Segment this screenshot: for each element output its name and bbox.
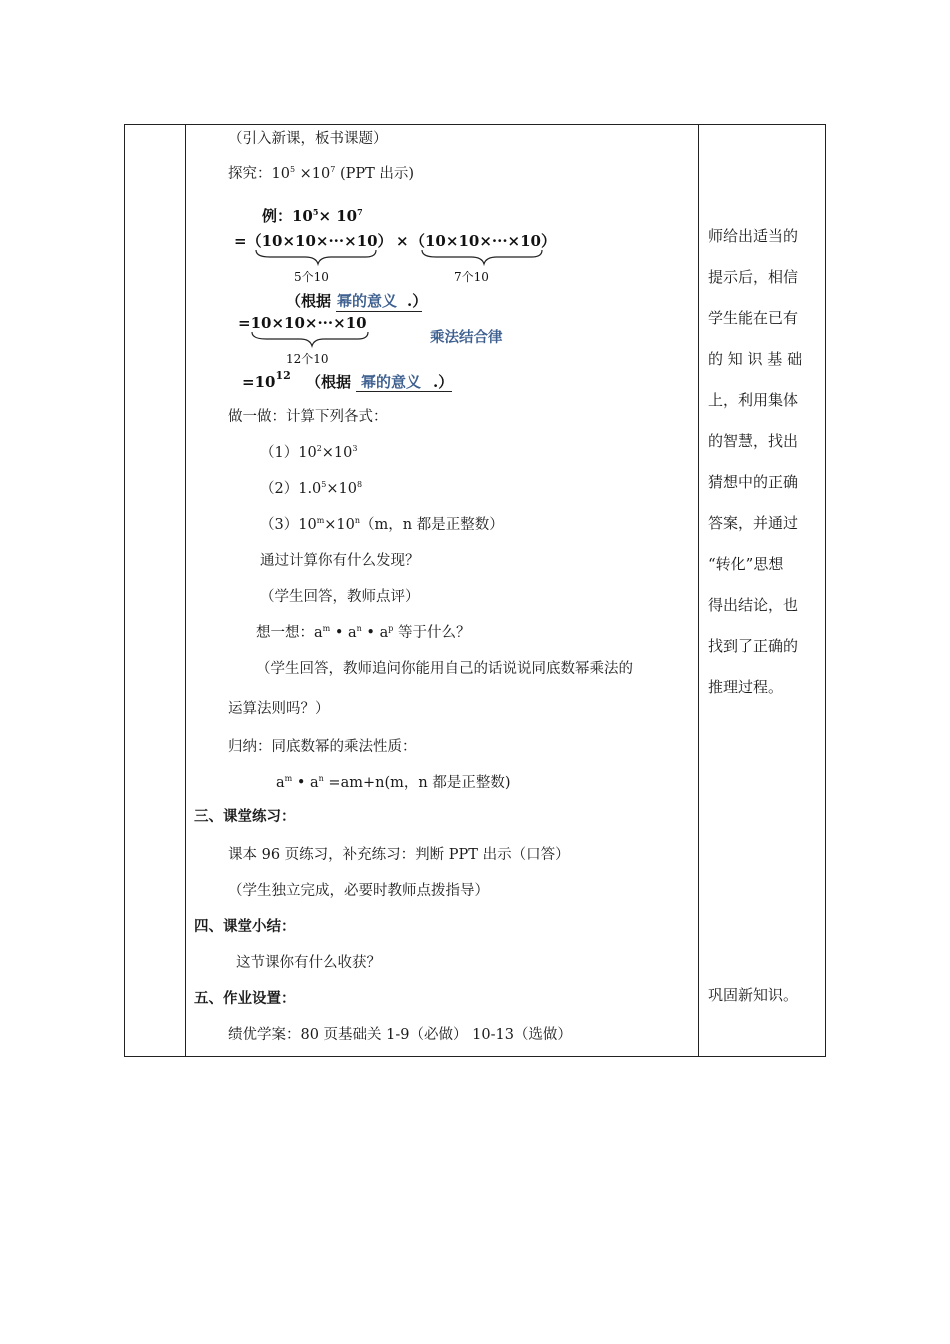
reflect-text: 这节课你有什么收获？ [236, 955, 381, 971]
section-5-heading: 五、作业设置： [194, 990, 296, 1007]
formula: $a^m$ • $a^n =am+n(m$，n 都是正整数) [276, 774, 511, 791]
column-divider [185, 125, 186, 1056]
side-note-line: 的智慧，找出 [708, 432, 799, 450]
basis-2: （根据 幂的意义 .） [306, 373, 454, 391]
blank-underline [356, 391, 452, 392]
intro-text: （引入新课，板书课题） [228, 131, 388, 147]
example-line1-times: × [396, 232, 409, 250]
side-note-line: 提示后，相信 [708, 268, 799, 286]
underbrace-1 [256, 250, 376, 264]
example-title: 例：$10^5\times 10^7$ [262, 207, 363, 225]
side-note-line: 学生能在已有 [708, 309, 799, 327]
underbrace-2 [422, 250, 542, 264]
side-note-consolidate: 巩固新知识。 [708, 986, 799, 1004]
doit-text: 做一做：计算下列各式： [228, 409, 388, 425]
side-note-line: 上，利用集体 [708, 391, 799, 409]
discover-text: 通过计算你有什么发现？ [260, 553, 420, 569]
underbrace-line2 [248, 330, 378, 350]
brace-label-2: 7个10 [454, 270, 489, 284]
side-note-line: 得出结论，也 [708, 596, 799, 614]
side-note-line: 的 知 识 基 础 [708, 350, 803, 368]
example-line1-left: =（10×10×···×10） [234, 232, 393, 250]
side-note-line: 师给出适当的 [708, 227, 799, 245]
underbraces-line1 [250, 248, 560, 268]
basis-2-fill: 幂的意义 [361, 373, 422, 391]
explore-text: 探究：$10^5 \times 10^7$ (PPT 出示) [228, 165, 415, 182]
side-note-line: 推理过程。 [708, 678, 784, 696]
side-note-line: 找到了正确的 [708, 637, 799, 655]
practice-text: 课本 96 页练习，补充练习：判断 PPT 出示（口答） [228, 847, 570, 863]
example-line1-right: （10×10×···×10） [410, 232, 556, 250]
associative-law-note: 乘法结合律 [430, 330, 503, 346]
side-note-line: 答案，并通过 [708, 514, 799, 532]
homework-text: 绩优学案：80 页基础关 1-9（必做） 10-13（选做） [228, 1027, 572, 1043]
example-line3: $=10^{12}$ [242, 369, 291, 391]
answer-note-2-line2: 运算法则吗？） [228, 701, 330, 717]
underbrace-3 [252, 332, 368, 346]
exercise-3: $(3)10^m\times 10^n(m$，n 都是正整数） [260, 516, 504, 533]
side-note-line: 猜想中的正确 [708, 473, 799, 491]
exercise-1: $(1)10^2\times 10^3$ [260, 444, 358, 461]
side-note-line: “转化”思想 [708, 555, 784, 573]
section-3-heading: 三、课堂练习： [194, 808, 296, 825]
brace-label-3: 12个10 [286, 352, 329, 366]
column-divider [698, 125, 699, 1056]
think-text: 想一想：$a^m$ • $a^n$ • $a^p$ 等于什么？ [256, 624, 471, 641]
exercise-2: $(2)1.0^5\times 10^8$ [260, 480, 363, 497]
summary-label: 归纳：同底数幂的乘法性质： [228, 739, 417, 755]
section-4-heading: 四、课堂小结： [194, 918, 296, 935]
basis-1-fill: 幂的意义 [337, 292, 398, 310]
answer-note-1: （学生回答，教师点评） [260, 589, 420, 605]
basis-1: （根据 幂的意义 .） [286, 292, 428, 310]
brace-label-1: 5个10 [294, 270, 329, 284]
side-notes [708, 216, 802, 708]
blank-underline [336, 311, 422, 312]
example-line2: =10×10×···×10 [238, 314, 367, 332]
answer-note-2-line1: （学生回答，教师追问你能用自己的话说说同底数幂乘法的 [256, 661, 633, 677]
practice-note: （学生独立完成，必要时教师点拨指导） [228, 883, 489, 899]
